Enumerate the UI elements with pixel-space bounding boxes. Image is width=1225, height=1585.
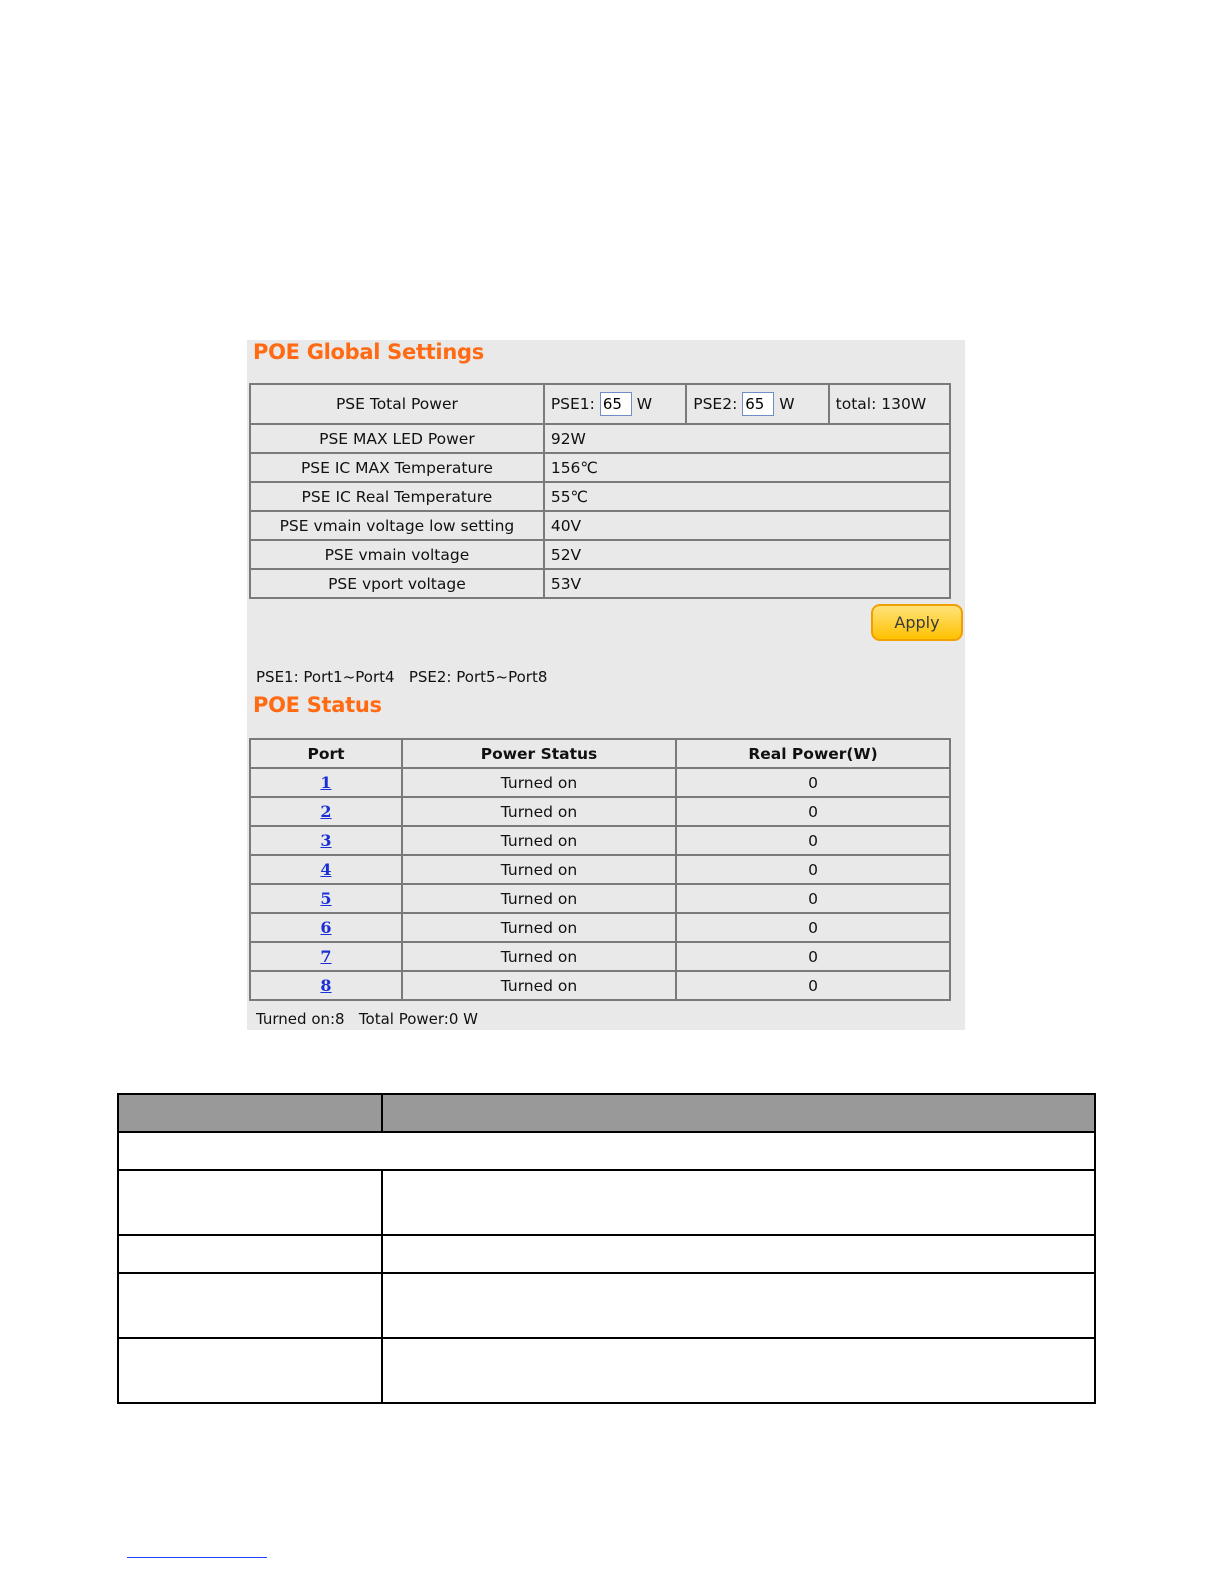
- settings-row-label: PSE vmain voltage low setting: [250, 511, 544, 540]
- settings-row-label: PSE IC Real Temperature: [250, 482, 544, 511]
- description-cell: [118, 1235, 382, 1273]
- settings-row: [250, 511, 950, 540]
- port-link-2[interactable]: 2: [320, 802, 332, 821]
- settings-row-value: 40V: [544, 511, 950, 540]
- port-column-header: Port: [250, 739, 402, 768]
- pse2-power-input[interactable]: [742, 392, 774, 416]
- port-link-8[interactable]: 8: [320, 976, 332, 995]
- pse-port-mapping-note: PSE1: Port1~Port4 PSE2: Port5~Port8: [256, 668, 548, 686]
- description-row: [118, 1338, 1095, 1403]
- real-power-cell: 0: [676, 942, 950, 971]
- settings-row-label: PSE vmain voltage: [250, 540, 544, 569]
- global-settings-table: [249, 383, 951, 599]
- settings-row: [250, 424, 950, 453]
- poe-panel: [247, 340, 965, 1030]
- description-cell: [382, 1338, 1095, 1403]
- power-status-cell: Turned on: [402, 913, 676, 942]
- real-power-cell: 0: [676, 884, 950, 913]
- settings-row-label: PSE MAX LED Power: [250, 424, 544, 453]
- pse1-cell: [544, 384, 686, 424]
- table-row: [250, 855, 950, 884]
- description-row: [118, 1170, 1095, 1235]
- settings-row-value: 92W: [544, 424, 950, 453]
- pse1-unit: W: [636, 395, 653, 413]
- power-status-cell: Turned on: [402, 768, 676, 797]
- description-cell: [382, 1235, 1095, 1273]
- pse2-unit: W: [779, 395, 795, 413]
- port-link-3[interactable]: 3: [320, 831, 332, 850]
- table-row: [250, 797, 950, 826]
- description-header-row: [118, 1094, 1095, 1132]
- port-link-5[interactable]: 5: [320, 889, 332, 908]
- pse1-label: PSE1:: [550, 395, 595, 413]
- settings-row-value: 55℃: [544, 482, 950, 511]
- power-status-cell: Turned on: [402, 855, 676, 884]
- description-cell: [118, 1273, 382, 1338]
- description-header-cell: [382, 1094, 1095, 1132]
- table-row: [250, 971, 950, 1000]
- real-power-column-header: Real Power(W): [676, 739, 950, 768]
- table-row: [250, 942, 950, 971]
- port-link-4[interactable]: 4: [320, 860, 332, 879]
- power-status-cell: Turned on: [402, 797, 676, 826]
- total-power-row: [250, 384, 950, 424]
- settings-row: [250, 540, 950, 569]
- description-header-cell: [118, 1094, 382, 1132]
- description-row: [118, 1273, 1095, 1338]
- poe-status-table: [249, 738, 951, 1001]
- total-power-label: PSE Total Power: [250, 384, 544, 424]
- table-row: [250, 826, 950, 855]
- settings-row-value: 156℃: [544, 453, 950, 482]
- power-status-column-header: Power Status: [402, 739, 676, 768]
- settings-row: [250, 569, 950, 598]
- pse2-label: PSE2:: [693, 395, 738, 413]
- status-summary: Turned on:8 Total Power:0 W: [256, 1010, 478, 1028]
- table-row: [250, 913, 950, 942]
- settings-row-value: 52V: [544, 540, 950, 569]
- pse2-cell: [686, 384, 828, 424]
- global-settings-title: POE Global Settings: [253, 340, 484, 364]
- description-section-cell: [118, 1132, 1095, 1170]
- port-link-7[interactable]: 7: [320, 947, 332, 966]
- power-status-cell: Turned on: [402, 942, 676, 971]
- real-power-cell: 0: [676, 797, 950, 826]
- power-status-cell: Turned on: [402, 826, 676, 855]
- power-status-cell: Turned on: [402, 884, 676, 913]
- settings-row-label: PSE vport voltage: [250, 569, 544, 598]
- table-row: [250, 768, 950, 797]
- real-power-cell: 0: [676, 768, 950, 797]
- real-power-cell: 0: [676, 971, 950, 1000]
- footer-link-underline: [127, 1557, 267, 1558]
- description-row: [118, 1235, 1095, 1273]
- description-table: [117, 1093, 1096, 1404]
- status-header-row: [250, 739, 950, 768]
- description-cell: [382, 1170, 1095, 1235]
- real-power-cell: 0: [676, 826, 950, 855]
- description-cell: [118, 1170, 382, 1235]
- settings-row-value: 53V: [544, 569, 950, 598]
- real-power-cell: 0: [676, 913, 950, 942]
- poe-status-title: POE Status: [253, 693, 382, 717]
- description-section-row: [118, 1132, 1095, 1170]
- settings-row-label: PSE IC MAX Temperature: [250, 453, 544, 482]
- real-power-cell: 0: [676, 855, 950, 884]
- description-cell: [382, 1273, 1095, 1338]
- port-link-1[interactable]: 1: [320, 773, 332, 792]
- pse1-power-input[interactable]: [600, 392, 632, 416]
- power-status-cell: Turned on: [402, 971, 676, 1000]
- settings-row: [250, 453, 950, 482]
- settings-row: [250, 482, 950, 511]
- port-link-6[interactable]: 6: [320, 918, 332, 937]
- table-row: [250, 884, 950, 913]
- description-cell: [118, 1338, 382, 1403]
- apply-button[interactable]: Apply: [871, 604, 963, 641]
- total-power-value: total: 130W: [829, 384, 950, 424]
